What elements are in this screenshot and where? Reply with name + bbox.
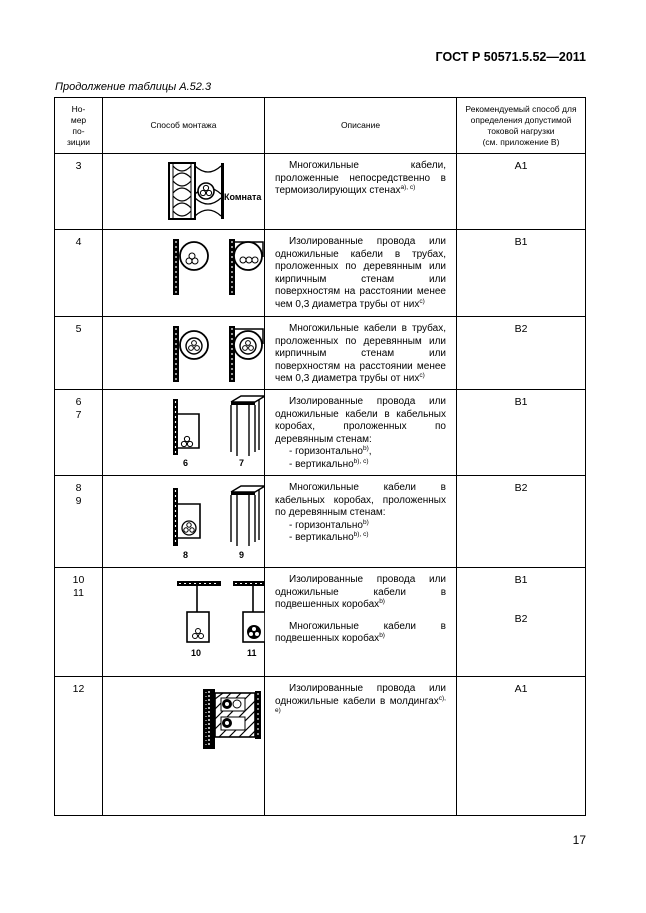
figure-cell: [103, 476, 265, 568]
row-number: 10 11: [55, 568, 103, 677]
table-row: [55, 230, 586, 317]
recommended-method: B2: [457, 476, 586, 568]
figure-label: 10: [191, 648, 202, 658]
table-header-row: [55, 98, 586, 154]
table-row: [55, 677, 586, 816]
row-number: 8 9: [55, 476, 103, 568]
table-row: [55, 568, 586, 677]
figure-cell: [103, 154, 265, 230]
description-cell: [265, 317, 457, 390]
description-cell: [265, 390, 457, 476]
col-header-description: Описание: [265, 98, 457, 154]
room-label: Комната: [224, 192, 262, 202]
footnote-ref: b): [362, 518, 369, 526]
recommended-method: B1: [457, 230, 586, 317]
figure-cell: [103, 317, 265, 390]
conduit-multi-figure: [103, 317, 265, 390]
footnote-ref: а), с): [400, 184, 416, 191]
description-cell: [265, 230, 457, 317]
list-item: - горизонтально: [289, 519, 363, 531]
description-text: Многожильные кабели, проложенные непосредственно в термоизолирующих стенах: [275, 160, 446, 196]
description-cell: [265, 154, 457, 230]
footnote-ref: b): [379, 632, 385, 639]
footnote-ref: с), е): [275, 694, 446, 714]
footnote-ref: b): [379, 598, 385, 605]
footnote-ref: b), с): [353, 531, 369, 538]
footnote-ref: с): [419, 297, 425, 305]
thermal-insulated-wall-figure: [103, 154, 265, 230]
figure-cell: [103, 230, 265, 317]
row-number: 4: [55, 230, 103, 317]
trunking-single-figure: [103, 390, 265, 476]
installation-methods-table: [54, 97, 586, 816]
conduit-single-figure: [103, 230, 265, 317]
footnote-ref: с): [419, 372, 425, 379]
recommended-method: A1: [457, 677, 586, 816]
list-item: - горизонтально: [289, 446, 363, 457]
table-row: [55, 154, 586, 230]
figure-label: 6: [183, 458, 189, 468]
figure-label: 7: [239, 458, 245, 468]
description-cell: [265, 677, 457, 816]
molding-figure: [103, 677, 265, 816]
table-caption: Продолжение таблицы А.52.3: [55, 81, 212, 93]
figure-cell: [103, 390, 265, 476]
description-text: Изолированные провода или одножильные кабели в молдингах: [275, 683, 446, 707]
footnote-ref: b), с): [353, 457, 369, 465]
col-header-method: Способ монтажа: [103, 98, 265, 154]
table-row: [55, 476, 586, 568]
trunking-multi-figure: [103, 476, 265, 568]
footnote-ref: b): [362, 445, 369, 452]
description-text: Многожильные кабели в трубах, проложенных по деревянным или кирпичным стенам или поверхностям на расстоянии менее чем 0,3 диаметра трубы от них: [275, 323, 446, 384]
table-row: [55, 317, 586, 390]
list-item: - вертикально: [289, 458, 354, 470]
row-number: 12: [55, 677, 103, 816]
description-text: Изолированные провода или одножильные кабели в кабельных коробах, проложенных по деревянным стенам:: [275, 396, 446, 445]
figure-cell: [103, 677, 265, 816]
description-cell: [265, 568, 457, 677]
description-text: Многожильные кабели в кабельных коробах, проложенных по деревянным стенам:: [275, 482, 446, 518]
recommended-method: A1: [457, 154, 586, 230]
standard-code: ГОСТ Р 50571.5.52—2011: [435, 50, 586, 64]
figure-label: 8: [183, 550, 189, 560]
row-number: 3: [55, 154, 103, 230]
recommended-method: B1: [457, 390, 586, 476]
recommended-method: B2: [457, 317, 586, 390]
description-cell: [265, 476, 457, 568]
figure-label: 9: [239, 550, 245, 560]
suspended-trunking-figure: [103, 568, 265, 677]
figure-cell: [103, 568, 265, 677]
table-row: [55, 390, 586, 476]
recommended-method: B1 B2: [457, 568, 586, 677]
row-number: 6 7: [55, 390, 103, 476]
description-text: Изолированные провода или одножильные кабели в трубах, проложенных по деревянным или кирпичным стенам или поверхностям на расстоянии менее чем 0,3 диаметра трубы от них: [275, 236, 446, 310]
figure-label: 11: [247, 648, 257, 658]
col-header-number: Но- мер по- зиции: [55, 98, 103, 154]
description-text: Изолированные провода или одножильные кабели в подвешенных коробах: [275, 574, 446, 610]
page-number: 17: [572, 833, 586, 847]
list-item: - вертикально: [289, 532, 354, 543]
description-text: Многожильные кабели в подвешенных коробах: [275, 620, 446, 644]
list-item-tail: ,: [368, 446, 372, 457]
col-header-recommended: Рекомендуемый способ для определения допустимой токовой нагрузки (см. приложение В): [457, 98, 586, 154]
row-number: 5: [55, 317, 103, 390]
